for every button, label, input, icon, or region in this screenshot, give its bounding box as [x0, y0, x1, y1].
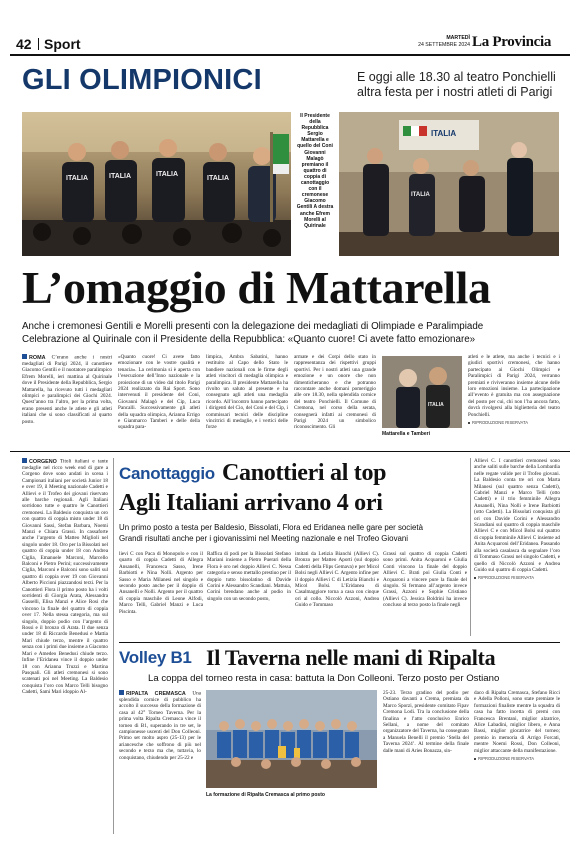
svg-text:ITALIA: ITALIA	[411, 192, 430, 198]
svg-text:ITALIA: ITALIA	[428, 402, 444, 408]
volley-col2: 25-23. Terzo gradino del podio per Ostiano davanti a Crema, premiata da Marco Sporzi, presidente comitato Fipav Cremona Lodi. Tra la conclusione della finalina e l’atto conclusivo Enrico Sellani, a nome del comitato organizzatore del Taverna, ha consegnato a Manuela Benelli il premio ‘Stella del Taverna 2024’. Al termine della finale dalle mani di Aries Bonazza, sin-	[383, 690, 469, 754]
olympic-article-col5	[468, 354, 560, 444]
ceremony-photo-left	[22, 112, 291, 256]
volley-signature: RIPRODUZIONE RISERVATA	[474, 756, 560, 762]
volley-subhead: La coppa del torneo resta in casa: battuta la Don Colleoni. Terzo posto per Ostiano	[148, 673, 500, 684]
olympic-article-col4: armate e dei Corpi dello stato in rappresentanza dei rispettivi gruppi sportivi. Per i nostri atleti una grande emozione e un onore che non dimenticheranno e che potranno raccontare anche domani pomeriggio alle ore 18.30, nella splendida cornice del teatro Ponchielli. Il Comune di Cremona, nel corso della serata, consegnerà infatti ai cremonesi di Parigi 2024 un simbolico riconoscimento. Gli	[294, 354, 376, 431]
rowing-mid-col2: Raffica di podi per la Bissolati Stefano Mariani insieme a Pietro Puerari della Flora è oro nel doppio Allievi C. Nessa categoria e senso mettallo prestiuo per il doppio tutto bissolatino di Davide Corini e Alessandro Scandiani. Mattuia, Corini brendano anche al podio in singolo con un secondo posto,	[207, 551, 291, 602]
volley-col1-text: Una splendida cornice di pubblico ha accolto il successo della formazione di casa al 42° Torneo Taverna. Per la prima volta Ripalta Cremasca vince il torneo di B1, superando in tre set, le campionesse uscenti del Don Colleoni. Primo set molto aspro (25-13) per le ariancesche che soffrono di più nel secondo e terzo ma che, tuttavia, lo conquistano, chiudendo per 25-22 e	[119, 690, 201, 761]
olympic-article-col1	[22, 354, 112, 440]
olympic-article-col3: limpica, Ambra Sabatini, hanno restituito al Capo dello Stato le bandiere nazionali con le firme degli atleti vincitori di medaglia olimpica e paralimpica. Il presidente Mattarella ha rivolto un saluto al presente e ha consegnato agli atleti una medaglia ricordo. All’incontro hanno partecipato i dirigenti del Cio, del Coni e del Cip, i commissari tecnici delle discipline vincitrici di medaglie, e i vertici delle forze	[206, 354, 288, 431]
rowing-dateline: CORGENO	[22, 459, 57, 465]
rowing-right-col	[474, 458, 560, 638]
volley-team-photo	[206, 690, 377, 788]
rowing-mid-col3: imitati da Letizia Bianchi (Allievi C). Bronzo per Matteo Aporti (sul doppio Cadetti della Flips Gemava) e per Micol Bolsi negli Allievi C. Argento infine per il doppio Allievi C di Letizia Bianchi e Micol Bolsi. L’Eridanea di Casalmaggiore torna a casa con cinque ori al collo. Niccolò Azzoni, Andrea Guido e Tommaso	[295, 551, 379, 609]
svg-text:ITALIA: ITALIA	[207, 175, 230, 182]
event-announcement-line2: altra festa per i nostri atleti di Parigi	[357, 85, 553, 99]
section-rule-2	[119, 642, 560, 643]
volley-headline: Il Taverna nelle mani di Ripalta	[206, 645, 496, 670]
rowing-subhead-line1: Un primo posto a testa per Baldesio, Bissolati, Flora ed Eridanea nelle gare per società	[119, 523, 423, 532]
rowing-section-label: Canottaggio	[119, 464, 215, 483]
svg-text:ITALIA: ITALIA	[156, 171, 179, 178]
rowing-column-divider	[113, 458, 114, 834]
rowing-headline-1: Canottieri al top	[222, 460, 387, 486]
volley-section-label: Volley B1	[119, 648, 192, 667]
volley-col3-text: daco di Ripalta Cremasca, Stefano Ricci e Adella Polloni, sono state premiate le formazioni finaliste mentre la squadra di casa ha fatto incetta di premi con Francesca Brentani, miglior alzatrice, Alice Labadini, miglior libero, e Anna Bassi, miglior giocatrice del torneo; premio in memoria di Arrigo Forcati, mentre Noemi Rossi, Don Colleoni, miglior attaccante della manifestazione.	[474, 690, 560, 754]
main-subhead-line2: Celebrazione al Quirinale con il Presidente della Repubblica: «Quanto cuore! Ci avete fatto emozionare»	[22, 334, 476, 345]
rowing-right-text: Allievi C. I canottieri cremonesi sono anche saliti sulle barche della Lombardia nelle regate valide per il Trofeo giovani. La Baldesio conta tre ori con Marta Milanesi (sul quattro senza Cadetti), Gabriel Manzi e Marco Telli (otto Cadetti) e il trio femminile Allegra Ansanelli, Nina Nolli e Irene Barbiotti (otto Cadetti). La Bissolati conquista gli ori con Davide Corini e Alessandro Scandiani sul quattro di coppia maschile Allievi C e con Micol Bolsi sul quattro di coppia femminile Allievi C insieme ad Anita Acquaroni dell’Eridanea. Passando alla società casalasca da segnalare l’oro di Tommaso Grassi nel singolo Cadetti, e quello di Niccolò Azzoni e Andrea Guido sul quattro di coppia Cadetti.	[474, 458, 560, 573]
ceremony-photo-right	[339, 112, 559, 256]
masthead-logo: La Provincia	[472, 34, 552, 50]
olympic-article-col2: «Quanto cuore! Ci avete fatto emozionare con le vostre qualità e tenacia». La cerimonia si è aperta con l’esecuzione dell’Inno nazionale e la proiezione di un video dal titolo Parigi 2024 realizzato da Rai Sport. Sono intervenuti il presidente del Coni, Giovanni Malagò e del Cip, Luca Pancalli. Successivamente gli atleti della squadra olimpica, Arianna Errigo e Gianmarco Tamberi e delle della squadra para-	[118, 354, 200, 431]
rowing-right-divider	[470, 458, 471, 636]
volley-col1	[119, 690, 201, 836]
volley-photo-caption: La formazione di Ripalta Cremasca al primo posto	[206, 792, 325, 798]
rowing-signature: RIPRODUZIONE RISERVATA	[474, 575, 560, 581]
rowing-left-text: Titoli italiani e tante medaglie nel ricco week end di gare a Corgeno dove sono andati in scena i Campionati italiani per società Junior 18 e over 19, il Meeting nazionale Cadetti e Allievi e il Trofeo dei giovani riservato alle barche regionali. Agli Italiani sorridono tutte e quattro le Canottieri cremonesi. La Baldesio conquista un oro con quattro di coppia misto under 18 di Giovanni Sassi, Stefan Barbara, Noemi Manzi e Chiara Grassi. In cassaforte anche l’argento di Matteo Miglioli nel singolo under 18. Oro per la Bissolati nel quattro di coppia under 18 con Andrea Ciglia, Emanuele Marconi, Marcello Balconi e Pietro Perini; successivamente Ciglia, Marconi e Balconi sono saliti sul quattro di coppia over 19 con Giovanni Alberto Piccioni piazzandosi terzi. Per la Canottieri Flora il primo posto ha i volti sorridenti di Giorgia Arata, Alessandra Gasselli, Elisa Manzi e Alice Rosi che vincono la finale del quattro di coppia over 17. Nella stessa categoria, ma sul singolo, doppio podio con l’argento di Rossi e il bronzo di Arata. Il due senza under 18 di Riccardo Benedusi e Mattia Mari chiude terzo, mentre il quattro senza con i primi due insieme a Giacomo Mari e Amedeo Benedusi chiude terzo. Infine l’Eridanea vince il doppio under 18 con Arianna Truzzi e Martina Pasquali. Gli atleti cremonesi si sono scatenati poi nel Meeting. La Baldesio conquista l’oro con Marco Telli bisogno Cadetti, Sami Mari idoppio Al-	[22, 458, 108, 696]
mattarella-tamberi-photo	[382, 356, 462, 428]
main-subhead-line1: Anche i cremonesi Gentili e Morelli presenti con la delegazione dei medagliati di Olimpiade e Paralimpiade	[22, 321, 484, 332]
volley-dateline: RIPALTA CREMASCA	[119, 691, 186, 697]
issue-day: MARTEDÌ	[446, 35, 470, 41]
volley-col3	[474, 690, 560, 836]
small-photo-caption: Mattarella e Tamberi	[382, 431, 430, 437]
olympic-dateline: ROMA	[22, 355, 45, 361]
rowing-subhead-line2: Grandi risultati anche per i giovanissimi nel Meeting nazionale e nel Trofeo Giovani	[119, 534, 409, 543]
rowing-left-col	[22, 458, 108, 834]
svg-text:ITALIA: ITALIA	[109, 173, 132, 180]
rowing-mid-col4: Grassi sul quattro di coppia Cadetti sono primi. Anita Acquaroni e Giulia Conti vincono la finale del doppio Allievi C. Brati poi Giulia Conti e Acquaroni a vincere pure la finale del singolo. Si fermano all’argento invece Grassi, Azzoni e Sophie Cristiano (Allievi C). Jessica Boldrini ha invece concluso al terzo posto la finale negli	[383, 551, 467, 609]
event-announcement-line1: E oggi alle 18.30 al teatro Ponchielli	[357, 70, 556, 84]
issue-date: 24 SETTEMBRE 2024	[418, 42, 470, 48]
section-name: Sport	[44, 36, 81, 52]
header-divider	[38, 38, 39, 50]
olympic-col5-text: atleti e le atlete, ma anche i tecnici e i giudici sportivi cremonesi, che hanno partecipato ai Giochi Olimpici e Paralimpici di Parigi 2024, verranno premiati e riviveranno insieme alcune delle loro emozioni insieme. La partecipazione all’evento è gratuita ma con assegnazione del posto per cui, chi non l’ha ancora fatto, dovrà rivolgersi alla biglietteria del teatro Ponchielli.	[468, 354, 560, 418]
rowing-mid-col1: lievi C con Paca di Monopolo e con il quarto di coppia Cadetti di Allegra Ansanelli, Francesca Sasso, Irene Barbiotti e Nina Nolli. Argento per Sasso e Maria Milanesi nel singolo e secondo posto anche per il doppio di Ansanelli e Nolli. Argento per il quattro di coppia maschile di Leone Alfodi, Marco Telli, Gabriel Manzi e Luca Piscinta.	[119, 551, 203, 615]
svg-text:ITALIA: ITALIA	[431, 129, 457, 138]
page-number: 42	[16, 36, 32, 52]
olympic-col1-text: C’erano anche i nostri medagliati di Parigi 2024, il canottiere Giacomo Gentili e il nuotatore paralimpico Efrem Morelli, ieri mattina al Quirinale dove il Presidente della Repubblica, Sergio Mattarella, ha ricevuto tutti i medagliati olimpici e paralimpici dei Giochi 2024. Quest’anno tra l’altro, per la prima volta, erano presenti anche le atlete e gli atleti italiani che si sono classificati al quarto posto.	[22, 354, 112, 425]
olympic-signature: RIPRODUZIONE RISERVATA	[468, 420, 560, 426]
header-rule	[10, 54, 570, 56]
photo-caption: Il Presidente della Repubblica Sergio Mattarella e quello del Coni Giovanni Malagò premiano il quattro di coppia di canottaggio con il cremonese Giacomo Gentili A destra anche Efrem Morelli al Quirinale	[296, 113, 334, 229]
svg-text:ITALIA: ITALIA	[66, 175, 89, 182]
section-rule-1	[10, 451, 570, 452]
main-headline: L’omaggio di Mattarella	[22, 262, 491, 313]
rowing-headline-2: Agli Italiani arrivano 4 ori	[119, 490, 383, 516]
olympic-banner: GLI OLIMPIONICI	[22, 64, 262, 96]
